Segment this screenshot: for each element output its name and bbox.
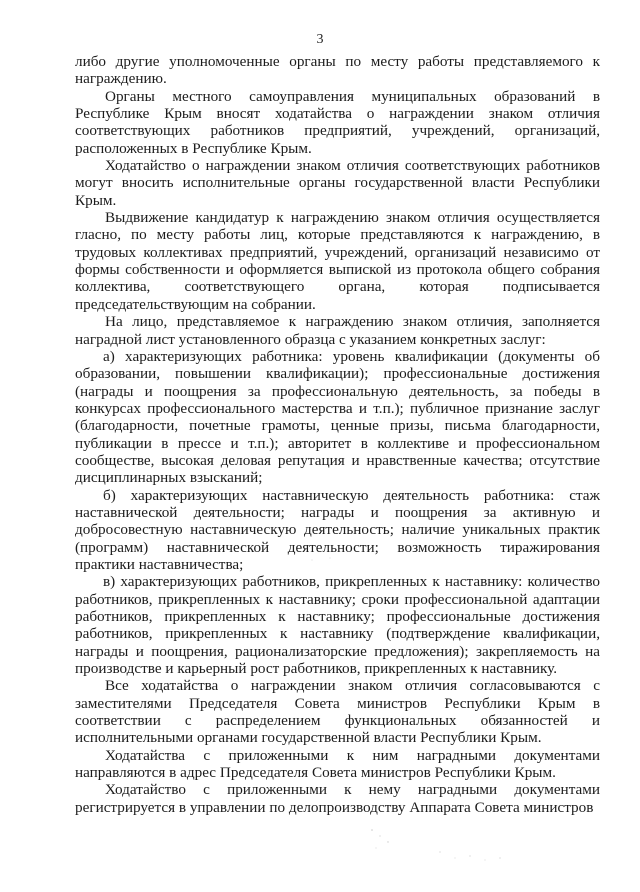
paragraph-local-government: Органы местного самоуправления муниципальных образований в Республике Крым вносят ходатайства о награждении знаком отличия соответствующих работников предприятий, учреждений, организаций, расположенных в Республике Крым. — [75, 87, 600, 157]
document-body — [75, 53, 600, 816]
paragraph-item-a: а) характеризующих работника: уровень квалификации (документы об образовании, повышении квалификации); профессиональные достижения (награды и поощрения за профессиональную деятельность, за победы в конкурсах профессионального мастерства и т.п.); публичное признание заслуг (благодарности, почетные грамоты, ценные призы, письма благодарности, публикации в прессе и т.п.); авторитет в коллективе и профессиональном сообществе, высокая деловая репутация и нравственные качества; отсутствие дисциплинарных взысканий; — [75, 347, 600, 487]
paragraph-nomination: Выдвижение кандидатур к награждению знаком отличия осуществляется гласно, по месту работы лиц, которые представляются к награждению, в трудовых коллективах предприятий, учреждений, организаций независимо от формы собственности и оформляется выпиской из протокола общего собрания коллектива, соответствующего органа, которая подписывается председательствующим на собрании. — [75, 209, 600, 313]
paragraph-registration: Ходатайство с приложенными к нему наградными документами регистрируется в управлении по делопроизводству Аппарата Совета министров — [75, 781, 600, 816]
paragraph-item-b: б) характеризующих наставническую деятельность работника: стаж наставнической деятельности; награды и поощрения за активную и добросовестную наставническую деятельность; наличие уникальных практик (программ) наставнической деятельности; возможность тиражирования практики наставничества; — [75, 486, 600, 573]
paragraph-submission: Ходатайства с приложенными к ним наградными документами направляются в адрес Председателя Совета министров Республики Крым. — [75, 746, 600, 782]
paragraph-continuation: либо другие уполномоченные органы по месту работы представляемого к награждению. — [75, 53, 600, 88]
page-number: 3 — [316, 32, 324, 47]
paragraph-executive-bodies: Ходатайство о награждении знаком отличия соответствующих работников могут вносить исполнительные органы государственной власти Республики Крым. — [75, 157, 600, 209]
paragraph-award-sheet: На лицо, представляемое к награждению знаком отличия, заполняется наградной лист установленного образца с указанием конкретных заслуг: — [75, 313, 600, 348]
paragraph-coordination: Все ходатайства о награждении знаком отличия согласовываются с заместителями Председателя Совета министров Республики Крым в соответствии с распределением функциональных обязанностей и исполнительными органами государственной власти Республики Крым. — [75, 677, 600, 747]
paragraph-item-c: в) характеризующих работников, прикрепленных к наставнику: количество работников, прикрепленных к наставнику; сроки профессиональной адаптации работников, прикрепленных к наставнику; профессиональные достижения работников, прикрепленных к наставнику (подтверждение квалификации, награды и поощрения, рационализаторские предложения); закрепляемость на производстве и карьерный рост работников, прикрепленных к наставнику. — [75, 573, 600, 678]
